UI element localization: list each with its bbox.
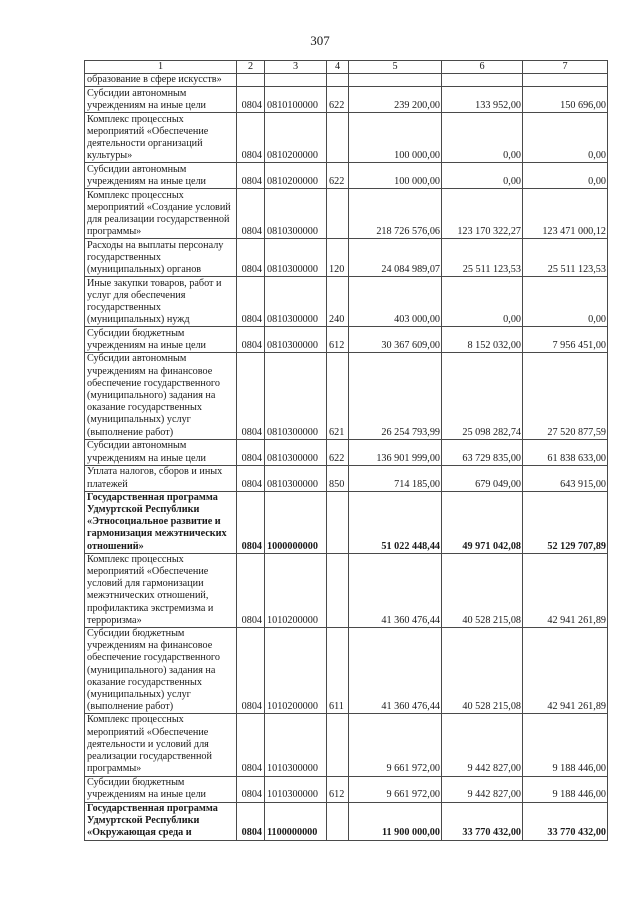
target-article-code: 0810300000	[265, 277, 327, 327]
item-name: Государственная программа Удмуртской Республики «Окружающая среда и	[85, 802, 237, 840]
amount-col7: 9 188 446,00	[523, 776, 608, 802]
table-header-row	[85, 61, 608, 74]
page-number: 307	[310, 33, 330, 48]
table-row	[85, 163, 608, 189]
expense-type-code: 612	[327, 327, 349, 353]
column-header: 3	[265, 61, 327, 74]
section-code: 0804	[237, 239, 265, 277]
amount-col5: 714 185,00	[349, 465, 442, 491]
target-article-code: 1010300000	[265, 714, 327, 776]
amount-col6	[442, 74, 523, 87]
amount-col7: 150 696,00	[523, 87, 608, 113]
amount-col5: 100 000,00	[349, 163, 442, 189]
section-code: 0804	[237, 491, 265, 553]
amount-col6: 33 770 432,00	[442, 802, 523, 840]
section-code: 0804	[237, 776, 265, 802]
amount-col5: 41 360 476,44	[349, 628, 442, 714]
amount-col7: 61 838 633,00	[523, 439, 608, 465]
expense-type-code	[327, 491, 349, 553]
expense-type-code: 240	[327, 277, 349, 327]
section-code: 0804	[237, 553, 265, 627]
target-article-code: 1010300000	[265, 776, 327, 802]
table-row	[85, 327, 608, 353]
item-name: Уплата налогов, сборов и иных платежей	[85, 465, 237, 491]
expense-type-code	[327, 189, 349, 239]
amount-col7	[523, 74, 608, 87]
amount-col6: 49 971 042,08	[442, 491, 523, 553]
amount-col6: 40 528 215,08	[442, 628, 523, 714]
table-row	[85, 239, 608, 277]
table-row	[85, 802, 608, 840]
section-code: 0804	[237, 465, 265, 491]
amount-col5: 218 726 576,06	[349, 189, 442, 239]
target-article-code: 1000000000	[265, 491, 327, 553]
column-header: 5	[349, 61, 442, 74]
amount-col6: 9 442 827,00	[442, 714, 523, 776]
target-article-code: 0810300000	[265, 465, 327, 491]
expense-type-code: 621	[327, 353, 349, 439]
amount-col6: 25 511 123,53	[442, 239, 523, 277]
amount-col5: 9 661 972,00	[349, 714, 442, 776]
amount-col5	[349, 74, 442, 87]
section-code: 0804	[237, 113, 265, 163]
expense-type-code: 622	[327, 439, 349, 465]
amount-col5: 24 084 989,07	[349, 239, 442, 277]
item-name: Комплекс процессных мероприятий «Обеспечение условий для гармонизации межэтнических отношений, профилактика экстремизма и терроризма»	[85, 553, 237, 627]
table-row	[85, 439, 608, 465]
target-article-code: 0810100000	[265, 87, 327, 113]
table-row	[85, 277, 608, 327]
section-code: 0804	[237, 163, 265, 189]
amount-col5: 41 360 476,44	[349, 553, 442, 627]
item-name: Комплекс процессных мероприятий «Обеспечение деятельности организаций культуры»	[85, 113, 237, 163]
column-header: 7	[523, 61, 608, 74]
amount-col5: 51 022 448,44	[349, 491, 442, 553]
section-code: 0804	[237, 327, 265, 353]
table-row	[85, 714, 608, 776]
amount-col7: 0,00	[523, 277, 608, 327]
amount-col7: 25 511 123,53	[523, 239, 608, 277]
expense-type-code	[327, 714, 349, 776]
amount-col7: 0,00	[523, 113, 608, 163]
table-row	[85, 189, 608, 239]
target-article-code: 0810300000	[265, 239, 327, 277]
budget-table	[84, 60, 608, 841]
table-row	[85, 74, 608, 87]
item-name: Субсидии автономным учреждениям на иные цели	[85, 87, 237, 113]
item-name: Субсидии бюджетным учреждениям на иные цели	[85, 776, 237, 802]
amount-col6: 9 442 827,00	[442, 776, 523, 802]
amount-col7: 7 956 451,00	[523, 327, 608, 353]
column-header: 4	[327, 61, 349, 74]
amount-col6: 63 729 835,00	[442, 439, 523, 465]
column-header: 6	[442, 61, 523, 74]
amount-col6: 0,00	[442, 277, 523, 327]
amount-col5: 11 900 000,00	[349, 802, 442, 840]
column-header: 1	[85, 61, 237, 74]
item-name: Субсидии бюджетным учреждениям на финансовое обеспечение государственного (муниципального) задания на оказание государственных (муниципальных) услуг (выполнение работ)	[85, 628, 237, 714]
item-name: Субсидии автономным учреждениям на иные цели	[85, 439, 237, 465]
amount-col5: 136 901 999,00	[349, 439, 442, 465]
amount-col6: 40 528 215,08	[442, 553, 523, 627]
target-article-code: 0810200000	[265, 163, 327, 189]
amount-col7: 0,00	[523, 163, 608, 189]
amount-col5: 403 000,00	[349, 277, 442, 327]
section-code: 0804	[237, 87, 265, 113]
amount-col6: 8 152 032,00	[442, 327, 523, 353]
table-row	[85, 113, 608, 163]
item-name: Субсидии автономным учреждениям на иные цели	[85, 163, 237, 189]
target-article-code: 1100000000	[265, 802, 327, 840]
amount-col5: 239 200,00	[349, 87, 442, 113]
target-article-code: 0810300000	[265, 353, 327, 439]
section-code: 0804	[237, 189, 265, 239]
expense-type-code	[327, 553, 349, 627]
item-name: Комплекс процессных мероприятий «Создание условий для реализации государственной программы»	[85, 189, 237, 239]
target-article-code: 0810300000	[265, 189, 327, 239]
item-name: Государственная программа Удмуртской Республики «Этносоциальное развитие и гармонизация межэтнических отношений»	[85, 491, 237, 553]
target-article-code: 0810300000	[265, 327, 327, 353]
section-code: 0804	[237, 802, 265, 840]
item-name: Расходы на выплаты персоналу государственных (муниципальных) органов	[85, 239, 237, 277]
amount-col6: 25 098 282,74	[442, 353, 523, 439]
section-code	[237, 74, 265, 87]
column-header: 2	[237, 61, 265, 74]
amount-col7: 52 129 707,89	[523, 491, 608, 553]
amount-col7: 643 915,00	[523, 465, 608, 491]
amount-col5: 26 254 793,99	[349, 353, 442, 439]
expense-type-code: 850	[327, 465, 349, 491]
expense-type-code	[327, 74, 349, 87]
amount-col6: 0,00	[442, 163, 523, 189]
item-name: Субсидии автономным учреждениям на финансовое обеспечение государственного (муниципального) задания на оказание государственных (муниципальных) услуг (выполнение работ)	[85, 353, 237, 439]
target-article-code: 1010200000	[265, 553, 327, 627]
target-article-code: 0810300000	[265, 439, 327, 465]
expense-type-code: 612	[327, 776, 349, 802]
amount-col6: 123 170 322,27	[442, 189, 523, 239]
table-row	[85, 353, 608, 439]
target-article-code	[265, 74, 327, 87]
amount-col7: 33 770 432,00	[523, 802, 608, 840]
amount-col7: 42 941 261,89	[523, 553, 608, 627]
item-name: Субсидии бюджетным учреждениям на иные цели	[85, 327, 237, 353]
expense-type-code: 120	[327, 239, 349, 277]
section-code: 0804	[237, 714, 265, 776]
item-name: Иные закупки товаров, работ и услуг для обеспечения государственных (муниципальных) нужд	[85, 277, 237, 327]
expense-type-code: 622	[327, 163, 349, 189]
amount-col6: 0,00	[442, 113, 523, 163]
section-code: 0804	[237, 439, 265, 465]
section-code: 0804	[237, 628, 265, 714]
amount-col6: 133 952,00	[442, 87, 523, 113]
amount-col5: 30 367 609,00	[349, 327, 442, 353]
amount-col7: 42 941 261,89	[523, 628, 608, 714]
amount-col6: 679 049,00	[442, 465, 523, 491]
item-name: Комплекс процессных мероприятий «Обеспечение деятельности и условий для реализации государственной программы»	[85, 714, 237, 776]
amount-col5: 100 000,00	[349, 113, 442, 163]
expense-type-code: 611	[327, 628, 349, 714]
section-code: 0804	[237, 353, 265, 439]
table-row	[85, 553, 608, 627]
section-code: 0804	[237, 277, 265, 327]
amount-col7: 123 471 000,12	[523, 189, 608, 239]
target-article-code: 0810200000	[265, 113, 327, 163]
table-row	[85, 465, 608, 491]
table-row	[85, 776, 608, 802]
table-row	[85, 87, 608, 113]
expense-type-code	[327, 802, 349, 840]
item-name: образование в сфере искусств»	[85, 74, 237, 87]
amount-col7: 9 188 446,00	[523, 714, 608, 776]
table-row	[85, 628, 608, 714]
target-article-code: 1010200000	[265, 628, 327, 714]
expense-type-code: 622	[327, 87, 349, 113]
amount-col7: 27 520 877,59	[523, 353, 608, 439]
expense-type-code	[327, 113, 349, 163]
amount-col5: 9 661 972,00	[349, 776, 442, 802]
table-row	[85, 491, 608, 553]
